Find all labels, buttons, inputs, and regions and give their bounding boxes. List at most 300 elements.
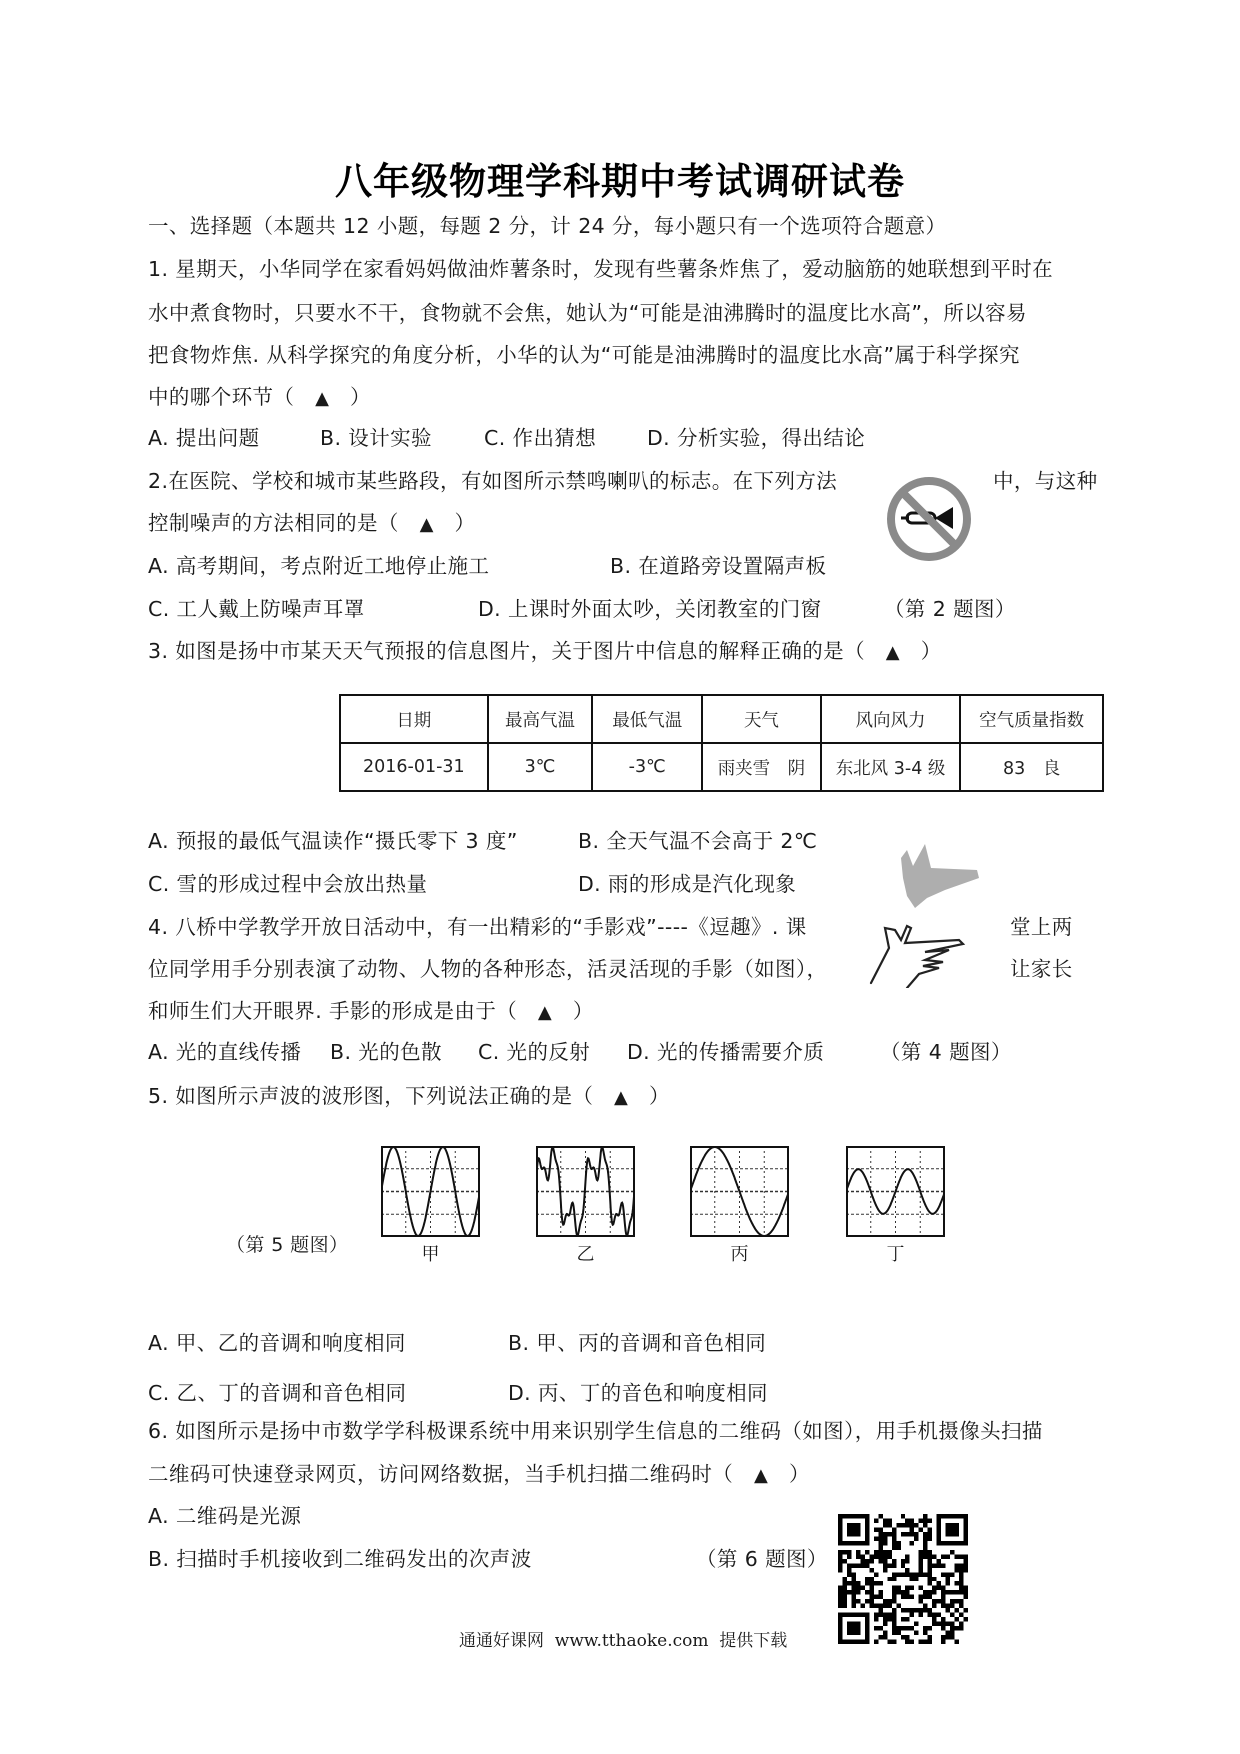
qr-module [950, 1590, 954, 1594]
qr-module [883, 1568, 887, 1572]
qr-module [905, 1608, 909, 1612]
qr-module [955, 1554, 959, 1558]
qr-module [923, 1536, 927, 1540]
qr-module [964, 1595, 968, 1599]
qr-module [959, 1563, 963, 1567]
qr-module [905, 1617, 909, 1621]
q5-figure-caption: （第 5 题图） [226, 1234, 349, 1256]
qr-module [869, 1595, 873, 1599]
qr-module [928, 1608, 932, 1612]
qr-module [892, 1536, 896, 1540]
table-cell-high: 3℃ [488, 743, 593, 791]
qr-module [842, 1559, 846, 1563]
qr-module [932, 1563, 936, 1567]
q4-stem-end: 和师生们大开眼界. 手影的形成是由于（ [148, 999, 518, 1023]
qr-module [928, 1595, 932, 1599]
qr-module [883, 1622, 887, 1626]
qr-module [905, 1626, 909, 1630]
qr-module [959, 1590, 963, 1594]
page-title: 八年级物理学科期中考试调研试卷 [335, 160, 905, 203]
qr-module [896, 1604, 900, 1608]
qr-module [869, 1599, 873, 1603]
qr-module [910, 1572, 914, 1576]
qr-module [946, 1581, 950, 1585]
qr-module [919, 1572, 923, 1576]
qr-module [887, 1617, 891, 1621]
qr-module [851, 1563, 855, 1567]
section-header: 一、选择题（本题共 12 小题，每题 2 分，计 24 分，每小题只有一个选项符合题意） [148, 214, 947, 238]
qr-module [950, 1599, 954, 1603]
qr-module [892, 1631, 896, 1635]
qr-module [883, 1599, 887, 1603]
qr-module [928, 1527, 932, 1531]
waveform-1 [381, 1146, 480, 1237]
table-cell-aqi: 83 良 [960, 743, 1103, 791]
qr-module [869, 1604, 873, 1608]
qr-module [928, 1518, 932, 1522]
qr-module [923, 1541, 927, 1545]
qr-module [905, 1532, 909, 1536]
q6-option-b: B. 扫描时手机接收到二维码发出的次声波 [148, 1547, 532, 1571]
qr-module [901, 1635, 905, 1639]
qr-module [865, 1599, 869, 1603]
qr-module [914, 1572, 918, 1576]
qr-module [874, 1550, 878, 1554]
table-header-cell: 空气质量指数 [960, 695, 1103, 743]
qr-module [959, 1554, 963, 1558]
answer-mark-icon: ▲ [614, 1087, 629, 1108]
qr-module [892, 1527, 896, 1531]
qr-module [838, 1586, 842, 1590]
qr-module [878, 1541, 882, 1545]
qr-module [856, 1550, 860, 1554]
table-cell-wind: 东北风 3-4 级 [821, 743, 961, 791]
qr-module [955, 1617, 959, 1621]
qr-module [910, 1577, 914, 1581]
q1-option-d: D. 分析实验，得出结论 [647, 426, 866, 450]
qr-module [914, 1631, 918, 1635]
qr-module [896, 1631, 900, 1635]
answer-mark-icon: ▲ [753, 1465, 769, 1486]
qr-module [887, 1599, 891, 1603]
qr-module [959, 1572, 963, 1576]
qr-module [946, 1631, 950, 1635]
qr-module [856, 1599, 860, 1603]
qr-module [883, 1554, 887, 1558]
qr-module [883, 1550, 887, 1554]
q5-option-b: B. 甲、丙的音调和音色相同 [508, 1331, 767, 1355]
q5-line: 5. 如图所示声波的波形图，下列说法正确的是（ ▲ ） [148, 1084, 670, 1108]
qr-module [842, 1581, 846, 1585]
qr-module [910, 1518, 914, 1522]
answer-mark-icon: ▲ [537, 1002, 553, 1023]
qr-module [964, 1586, 968, 1590]
qr-module [932, 1617, 936, 1621]
qr-module [874, 1527, 878, 1531]
qr-module [950, 1550, 954, 1554]
qr-module [869, 1577, 873, 1581]
qr-module [928, 1613, 932, 1617]
qr-module [905, 1640, 909, 1644]
qr-module [883, 1635, 887, 1639]
qr-module [905, 1572, 909, 1576]
qr-module [883, 1541, 887, 1545]
qr-module [856, 1554, 860, 1558]
q1-option-a: A. 提出问题 [148, 426, 260, 450]
table-row [340, 743, 1103, 791]
qr-module [892, 1532, 896, 1536]
qr-module [919, 1586, 923, 1590]
qr-module [878, 1536, 882, 1540]
qr-module [919, 1550, 923, 1554]
table-cell-weather: 雨夹雪 阴 [702, 743, 821, 791]
qr-module [842, 1586, 846, 1590]
qr-module [856, 1581, 860, 1585]
qr-module [869, 1568, 873, 1572]
qr-module [923, 1572, 927, 1576]
qr-module [964, 1568, 968, 1572]
qr-module [928, 1568, 932, 1572]
qr-module [937, 1599, 941, 1603]
q4-figure-caption: （第 4 题图） [880, 1040, 1012, 1064]
qr-module [878, 1559, 882, 1563]
qr-module [838, 1599, 842, 1603]
qr-module [914, 1536, 918, 1540]
qr-module [847, 1554, 851, 1558]
qr-module [869, 1581, 873, 1585]
qr-module [874, 1581, 878, 1585]
q4-option-c: C. 光的反射 [478, 1040, 591, 1064]
q1-line-2: 水中煮食物时，只要水不干，食物就不会焦，她认为“可能是油沸腾时的温度比水高”，所以容易 [148, 301, 1027, 325]
qr-module [878, 1590, 882, 1594]
qr-module [878, 1604, 882, 1608]
qr-module [923, 1554, 927, 1558]
q5-option-c: C. 乙、丁的音调和音色相同 [148, 1381, 407, 1405]
qr-module [892, 1563, 896, 1567]
qr-module [851, 1595, 855, 1599]
qr-module [914, 1608, 918, 1612]
qr-module [887, 1550, 891, 1554]
q1-option-c: C. 作出猜想 [484, 426, 597, 450]
qr-module [919, 1563, 923, 1567]
qr-module [950, 1622, 954, 1626]
q3-line: 3. 如图是扬中市某天天气预报的信息图片，关于图片中信息的解释正确的是（ ▲ ） [148, 639, 942, 663]
qr-module [905, 1559, 909, 1563]
q1-line-4: 中的哪个环节（ ▲ ） [148, 385, 371, 409]
qr-module [964, 1590, 968, 1594]
qr-module [874, 1640, 878, 1644]
qr-module [928, 1626, 932, 1630]
qr-module [842, 1590, 846, 1594]
qr-module [869, 1554, 873, 1558]
qr-module [923, 1640, 927, 1644]
qr-module [955, 1568, 959, 1572]
qr-module [883, 1631, 887, 1635]
qr-module [928, 1581, 932, 1585]
qr-module [937, 1581, 941, 1585]
qr-module [847, 1563, 851, 1567]
qr-module [851, 1577, 855, 1581]
qr-code-icon [838, 1514, 968, 1644]
qr-module [959, 1604, 963, 1608]
waveform-3 [690, 1146, 789, 1237]
q4-line-1-left: 4. 八桥中学教学开放日活动中，有一出精彩的“手影戏”----《逗趣》. 课 [148, 915, 807, 939]
qr-module [928, 1550, 932, 1554]
table-header-cell: 日期 [340, 695, 488, 743]
qr-module [910, 1626, 914, 1630]
qr-module [950, 1631, 954, 1635]
qr-module [878, 1554, 882, 1558]
qr-module [842, 1595, 846, 1599]
qr-module [950, 1635, 954, 1639]
qr-module [964, 1563, 968, 1567]
qr-module [892, 1622, 896, 1626]
waveform-4 [846, 1146, 945, 1237]
qr-module [919, 1568, 923, 1572]
qr-module [937, 1613, 941, 1617]
qr-module [878, 1595, 882, 1599]
qr-module [932, 1604, 936, 1608]
qr-module [959, 1622, 963, 1626]
qr-module [910, 1586, 914, 1590]
qr-module [901, 1514, 905, 1518]
qr-module [928, 1640, 932, 1644]
qr-module [878, 1613, 882, 1617]
qr-module [896, 1590, 900, 1594]
qr-module [838, 1590, 842, 1594]
qr-module [905, 1554, 909, 1558]
qr-module [878, 1608, 882, 1612]
qr-module [923, 1608, 927, 1612]
qr-module [887, 1523, 891, 1527]
answer-mark-icon: ▲ [315, 388, 330, 409]
qr-module [941, 1604, 945, 1608]
qr-module [878, 1532, 882, 1536]
qr-module [842, 1599, 846, 1603]
qr-module [955, 1590, 959, 1594]
qr-module [914, 1523, 918, 1527]
waveform-label: 丁 [886, 1244, 905, 1265]
qr-module [851, 1581, 855, 1585]
qr-module [964, 1559, 968, 1563]
qr-module [838, 1559, 842, 1563]
q6-stem-end: 二维码可快速登录网页，访问网络数据，当手机扫描二维码时（ [148, 1462, 734, 1486]
qr-module [878, 1545, 882, 1549]
qr-module [883, 1536, 887, 1540]
qr-module [838, 1554, 842, 1558]
qr-module [941, 1586, 945, 1590]
qr-module [959, 1581, 963, 1585]
qr-module [874, 1617, 878, 1621]
qr-module [842, 1550, 846, 1554]
qr-module [896, 1586, 900, 1590]
qr-module [887, 1518, 891, 1522]
qr-module [865, 1550, 869, 1554]
qr-module [851, 1590, 855, 1594]
q4-line-2-left: 位同学用手分别表演了动物、人物的各种形态，活灵活现的手影（如图）， [148, 957, 828, 981]
q6-line-2: 二维码可快速登录网页，访问网络数据，当手机扫描二维码时（ ▲ ） [148, 1462, 810, 1486]
qr-module [946, 1577, 950, 1581]
qr-module [923, 1514, 927, 1518]
qr-module [923, 1631, 927, 1635]
qr-module [946, 1590, 950, 1594]
qr-module [923, 1604, 927, 1608]
qr-module [887, 1613, 891, 1617]
qr-module [946, 1608, 950, 1612]
qr-module [883, 1559, 887, 1563]
qr-module [919, 1527, 923, 1531]
qr-module [964, 1617, 968, 1621]
qr-module [941, 1595, 945, 1599]
qr-module [910, 1532, 914, 1536]
qr-module [928, 1536, 932, 1540]
qr-module [923, 1626, 927, 1630]
qr-module [892, 1590, 896, 1594]
qr-module [887, 1604, 891, 1608]
qr-module [901, 1572, 905, 1576]
qr-module [941, 1563, 945, 1567]
waveform-label: 乙 [576, 1244, 595, 1265]
q6-line-1: 6. 如图所示是扬中市数学学科极课系统中用来识别学生信息的二维码（如图），用手机摄像头扫描 [148, 1419, 1043, 1443]
q1-line-1: 1. 星期天，小华同学在家看妈妈做油炸薯条时，发现有些薯条炸焦了，爱动脑筋的她联想到平时在 [148, 257, 1054, 281]
qr-module [869, 1559, 873, 1563]
q1-option-b: B. 设计实验 [320, 426, 432, 450]
qr-module [847, 1581, 851, 1585]
qr-module [838, 1563, 842, 1567]
qr-module [959, 1626, 963, 1630]
qr-module [842, 1577, 846, 1581]
qr-module [892, 1572, 896, 1576]
qr-module [901, 1563, 905, 1567]
qr-module [919, 1518, 923, 1522]
qr-module [856, 1586, 860, 1590]
qr-module [896, 1523, 900, 1527]
q3-stem: 3. 如图是扬中市某天天气预报的信息图片，关于图片中信息的解释正确的是（ [148, 639, 865, 663]
qr-module [928, 1532, 932, 1536]
qr-module [856, 1590, 860, 1594]
qr-module [910, 1640, 914, 1644]
qr-module [874, 1626, 878, 1630]
qr-module [851, 1572, 855, 1576]
qr-module [937, 1622, 941, 1626]
q5-stem: 5. 如图所示声波的波形图，下列说法正确的是（ [148, 1084, 594, 1108]
qr-module [892, 1577, 896, 1581]
qr-module [883, 1532, 887, 1536]
qr-module [923, 1595, 927, 1599]
qr-module [932, 1590, 936, 1594]
qr-module [946, 1622, 950, 1626]
qr-module [896, 1545, 900, 1549]
qr-module [932, 1577, 936, 1581]
table-header-cell: 最低气温 [592, 695, 702, 743]
q4-option-d: D. 光的传播需要介质 [627, 1040, 825, 1064]
q6-option-a: A. 二维码是光源 [148, 1504, 302, 1528]
qr-module [851, 1604, 855, 1608]
qr-module [874, 1595, 878, 1599]
qr-module [941, 1590, 945, 1594]
qr-module [883, 1563, 887, 1567]
qr-module [901, 1523, 905, 1527]
qr-module [883, 1518, 887, 1522]
qr-module [901, 1595, 905, 1599]
q3-option-c: C. 雪的形成过程中会放出热量 [148, 872, 428, 896]
qr-module [910, 1595, 914, 1599]
q3-option-d: D. 雨的形成是汽化现象 [578, 872, 797, 896]
qr-module [892, 1613, 896, 1617]
q2-stem-end: 控制噪声的方法相同的是（ [148, 511, 399, 535]
q5-option-a: A. 甲、乙的音调和响度相同 [148, 1331, 406, 1355]
qr-module [878, 1635, 882, 1639]
waveform-label: 丙 [730, 1244, 749, 1265]
q1-stem-end: 中的哪个环节（ [148, 385, 295, 409]
q4-option-b: B. 光的色散 [330, 1040, 442, 1064]
qr-finder [847, 1622, 860, 1635]
qr-module [955, 1563, 959, 1567]
q6-figure-caption: （第 6 题图） [696, 1547, 828, 1571]
qr-module [865, 1563, 869, 1567]
qr-module [887, 1554, 891, 1558]
qr-module [959, 1613, 963, 1617]
qr-module [955, 1640, 959, 1644]
qr-module [874, 1536, 878, 1540]
qr-module [923, 1518, 927, 1522]
answer-mark-icon: ▲ [885, 642, 900, 663]
qr-module [928, 1572, 932, 1576]
qr-module [910, 1541, 914, 1545]
qr-module [910, 1527, 914, 1531]
qr-module [887, 1640, 891, 1644]
qr-module [919, 1554, 923, 1558]
qr-module [892, 1626, 896, 1630]
qr-module [883, 1613, 887, 1617]
q2-option-a: A. 高考期间，考点附近工地停止施工 [148, 554, 490, 578]
qr-module [923, 1532, 927, 1536]
qr-module [865, 1559, 869, 1563]
qr-module [887, 1577, 891, 1581]
qr-module [923, 1523, 927, 1527]
qr-module [865, 1581, 869, 1585]
qr-module [851, 1586, 855, 1590]
qr-finder [946, 1523, 959, 1536]
qr-module [860, 1604, 864, 1608]
qr-module [869, 1590, 873, 1594]
q4-option-a: A. 光的直线传播 [148, 1040, 302, 1064]
qr-module [937, 1586, 941, 1590]
qr-module [932, 1622, 936, 1626]
waveform-2 [536, 1146, 635, 1237]
table-header-cell: 风向风力 [821, 695, 961, 743]
qr-module [892, 1595, 896, 1599]
qr-module [932, 1613, 936, 1617]
weather-table [339, 694, 1104, 792]
qr-module [896, 1626, 900, 1630]
qr-module [860, 1586, 864, 1590]
qr-module [905, 1568, 909, 1572]
qr-module [932, 1586, 936, 1590]
qr-module [914, 1622, 918, 1626]
qr-module [950, 1626, 954, 1630]
q4-line-1-right: 堂上两 [1010, 915, 1073, 939]
qr-module [887, 1532, 891, 1536]
qr-module [941, 1622, 945, 1626]
qr-module [964, 1608, 968, 1612]
q3-option-a: A. 预报的最低气温读作“摄氏零下 3 度” [148, 829, 518, 853]
q4-line-2-right: 让家长 [1010, 957, 1073, 981]
q3-option-b: B. 全天气温不会高于 2℃ [578, 829, 818, 853]
qr-module [847, 1568, 851, 1572]
qr-module [910, 1608, 914, 1612]
qr-module [878, 1527, 882, 1531]
